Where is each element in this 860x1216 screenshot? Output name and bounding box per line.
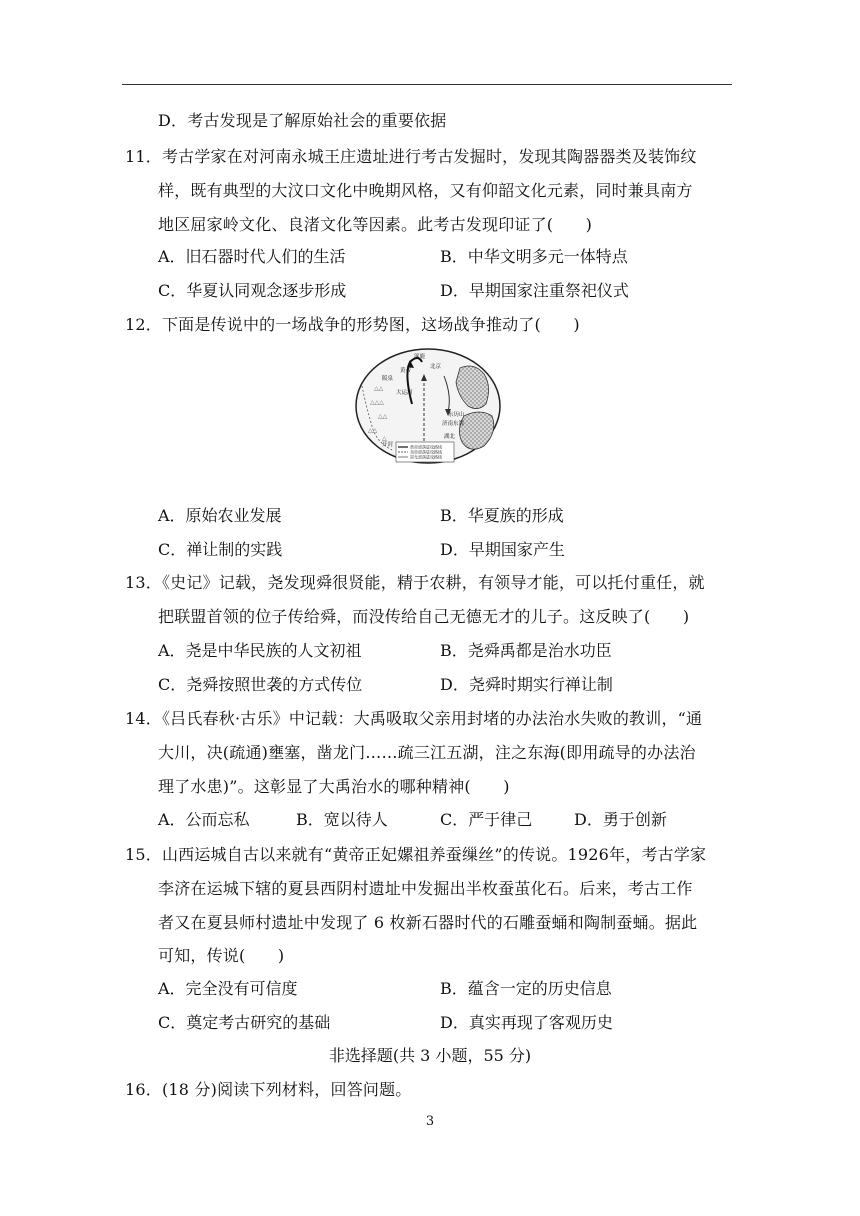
q16-line: 16．(18 分)阅读下列材料，回答问题。 (125, 1080, 412, 1099)
q14-option-c: C．严于律己 (440, 810, 533, 829)
legend-item-1: 黄帝部落进攻路线 (410, 444, 442, 450)
svg-text:△△: △△ (374, 385, 384, 392)
header-rule (122, 84, 732, 85)
q15-line-2: 李济在运城下辖的夏县西阴村遗址中发掘出半枚蚕茧化石。后来，考古工作 (158, 879, 693, 898)
svg-text:△: △ (382, 435, 387, 442)
map-label-banquan: 阪泉 (382, 376, 394, 382)
map-label-zhuolu: 涿鹿 (414, 354, 426, 360)
battle-situation-map (352, 346, 505, 466)
q15-option-b: B．蕴含一定的历史信息 (440, 979, 612, 998)
q15-option-d: D．真实再现了客观历史 (440, 1013, 613, 1032)
q14-line-1: 14．《吕氏春秋·古乐》中记载：大禹吸取父亲用封堵的办法治水失败的教训，“通 (125, 709, 703, 728)
q11-option-b: B．中华文明多元一体特点 (440, 247, 628, 266)
q12-option-a: A．原始农业发展 (158, 506, 282, 525)
map-label-grand-canal: 大运河 (396, 390, 413, 396)
map-label-jinan-east-sea: 济南东海 (442, 421, 465, 427)
q14-line-3: 理了水患)”。这彰显了大禹治水的哪种精神( ) (158, 777, 510, 796)
svg-text:△△△: △△△ (370, 399, 384, 406)
q13-line-1: 13．《史记》记载，尧发现舜很贤能，精于农耕，有领导才能，可以托付重任，就 (125, 573, 705, 592)
map-label-beijing: 北京 (430, 364, 442, 370)
q13-option-a: A．尧是中华民族的人文初祖 (158, 641, 362, 660)
legend-item-3: 蚩尤部落进攻路线 (410, 454, 442, 460)
q13-option-c: C．尧舜按照世袭的方式传位 (158, 675, 363, 694)
q12-option-c: C．禅让制的实践 (158, 540, 283, 559)
svg-text:△△: △△ (378, 413, 388, 420)
map-label-huangdi: 黄帝 (400, 368, 412, 374)
section-title: 非选择题(共 3 小题，55 分) (328, 1046, 532, 1065)
q11-option-c: C．华夏认同观念逐步形成 (158, 281, 347, 300)
q15-line-1: 15．山西运城自古以来就有“黄帝正妃嫘祖养蚕缫丝”的传说。1926年，考古学家 (125, 845, 707, 864)
q12-option-d: D．早期国家产生 (440, 540, 565, 559)
map-legend (396, 442, 454, 462)
q13-line-2: 把联盟首领的位子传给舜，而没传给自己无德无才的儿子。这反映了( ) (158, 607, 690, 626)
q14-option-b: B．宽以待人 (296, 810, 388, 829)
sea-region-south (459, 412, 493, 449)
q15-option-a: A．完全没有可信度 (158, 979, 298, 998)
q14-option-a: A．公而忘私 (158, 810, 250, 829)
legend-item-2: 炎帝部落进攻路线 (410, 449, 442, 455)
map-label-hubei: 湖北 (444, 434, 456, 440)
map-label-kaifeng: 开封 (382, 442, 394, 448)
q11-option-a: A．旧石器时代人们的生活 (158, 247, 346, 266)
q14-line-2: 大川，决(疏通)壅塞，凿龙门……疏三江五湖，注之东海(即用疏导的办法治 (158, 743, 696, 762)
q15-option-c: C．奠定考古研究的基础 (158, 1013, 331, 1032)
q12-line-1: 12．下面是传说中的一场战争的形势图，这场战争推动了( ) (125, 315, 580, 334)
q11-line-2: 样，既有典型的大汶口文化中晚期风格，又有仰韶文化元素，同时兼具南方 (158, 181, 693, 200)
q13-option-d: D．尧舜时期实行禅让制 (440, 675, 613, 694)
q11-line-1: 11．考古学家在对河南永城王庄遗址进行考古发掘时，发现其陶器器类及装饰纹 (125, 147, 697, 166)
page-number: 3 (425, 1114, 435, 1129)
q12-option-b: B．华夏族的形成 (440, 506, 564, 525)
q13-option-b: B．尧舜禹都是治水功臣 (440, 641, 612, 660)
q11-line-3: 地区屈家岭文化、良渚文化等因素。此考古发现印证了( ) (158, 215, 593, 234)
q15-line-4: 可知，传说( ) (158, 946, 285, 965)
svg-text:△△: △△ (368, 427, 378, 434)
map-label-dongli-mountain: 东历山 (448, 412, 465, 418)
q14-option-d: D．勇于创新 (574, 810, 667, 829)
q10-option-d: D．考古发现是了解原始社会的重要依据 (158, 111, 447, 130)
q15-line-3: 者又在夏县师村遗址中发现了 6 枚新石器时代的石雕蚕蛹和陶制蚕蛹。据此 (158, 913, 698, 932)
q11-option-d: D．早期国家注重祭祀仪式 (440, 281, 629, 300)
